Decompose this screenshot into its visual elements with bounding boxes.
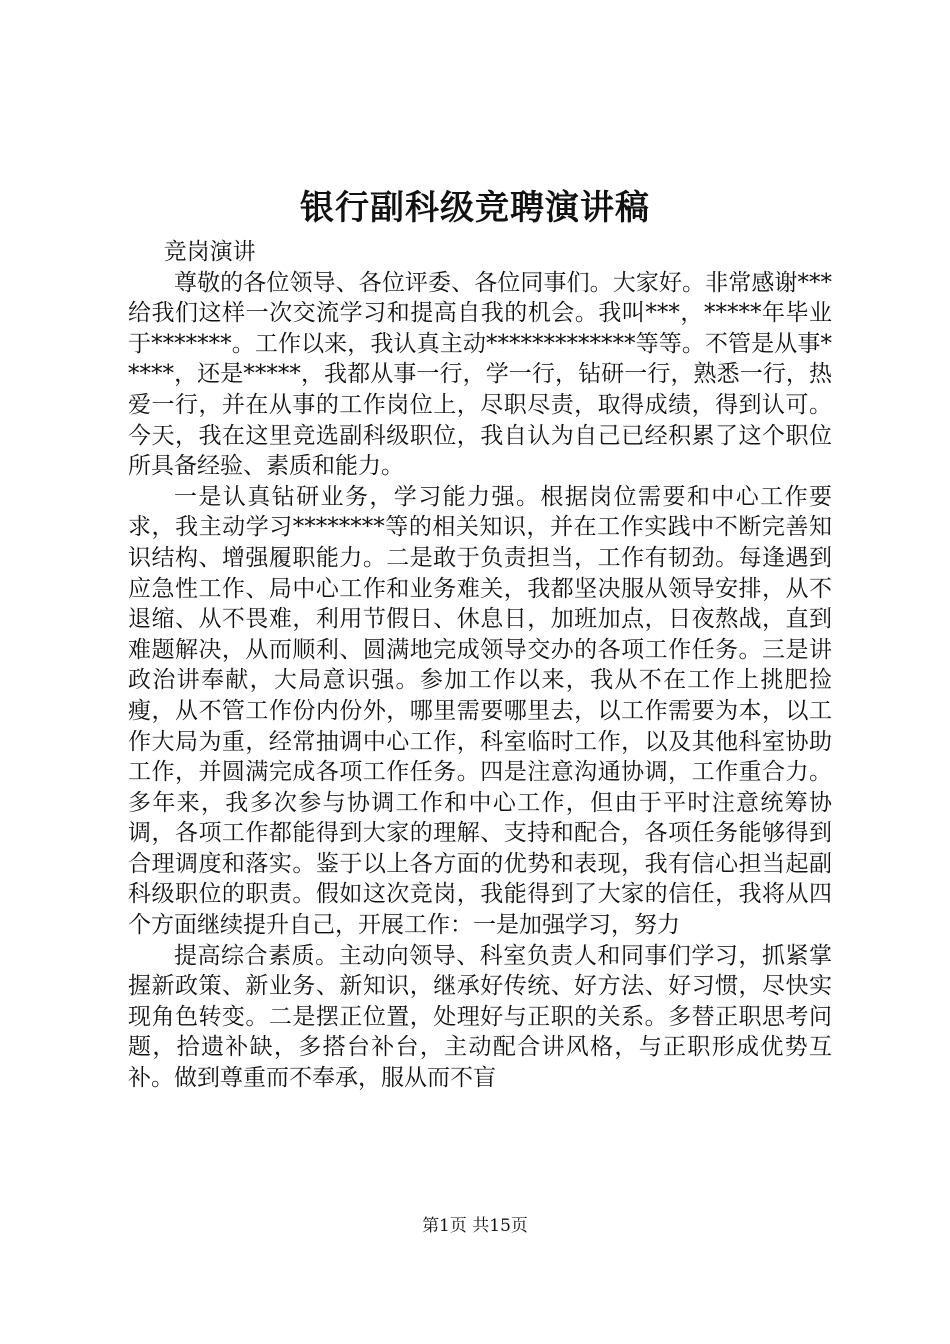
document-body [128,237,832,1094]
paragraph-greeting: 尊敬的各位领导、各位评委、各位同事们。大家好。非常感谢***给我们这样一次交流学习和提高自我的机会。我叫***，*****年毕业于*******。工作以来，我认真主动*************等等。不管是从事*****，还是*****，我都从事一行，学一行，钻研一行，熟悉一行，热爱一行，并在从事的工作岗位上，尽职尽责，取得成绩，得到认可。今天，我在这里竞选副科级职位，我自认为自己已经积累了这个职位所具备经验、素质和能力。 [128,269,832,480]
page-number: 第1页 共15页 [422,1216,528,1236]
document-title: 银行副科级竞聘演讲稿 [300,188,650,228]
page-footer [0,1213,950,1239]
section-label: 竞岗演讲 [163,239,256,265]
paragraph-strengths: 一是认真钻研业务，学习能力强。根据岗位需要和中心工作要求，我主动学习********等的相关知识，并在工作实践中不断完善知识结构、增强履职能力。二是敢于负责担当，工作有韧劲。每逢遇到应急性工作、局中心工作和业务难关，我都坚决服从领导安排，从不退缩、从不畏难，利用节假日、休息日，加班加点，日夜熬战，直到难题解决，从而顺利、圆满地完成领导交办的各项工作任务。三是讲政治讲奉献，大局意识强。参加工作以来，我从不在工作上挑肥捡瘦，从不管工作份内份外，哪里需要哪里去，以工作需要为本，以工作大局为重，经常抽调中心工作，科室临时工作，以及其他科室协助工作，并圆满完成各项工作任务。四是注意沟通协调，工作重合力。多年来，我多次参与协调工作和中心工作，但由于平时注意统筹协调，各项工作都能得到大家的理解、支持和配合，各项任务能够得到合理调度和落实。鉴于以上各方面的优势和表现，我有信心担当起副科级职位的职责。假如这次竞岗，我能得到了大家的信任，我将从四个方面继续提升自己，开展工作：一是加强学习，努力 [128,483,832,939]
paragraph-plans: 提高综合素质。主动向领导、科室负责人和同事们学习，抓紧掌握新政策、新业务、新知识，继承好传统、好方法、好习惯，尽快实现角色转变。二是摆正位置，处理好与正职的关系。多替正职思考问题，拾遗补缺，多搭台补台，主动配合讲风格，与正职形成优势互补。做到尊重而不奉承，服从而不盲 [128,942,832,1092]
